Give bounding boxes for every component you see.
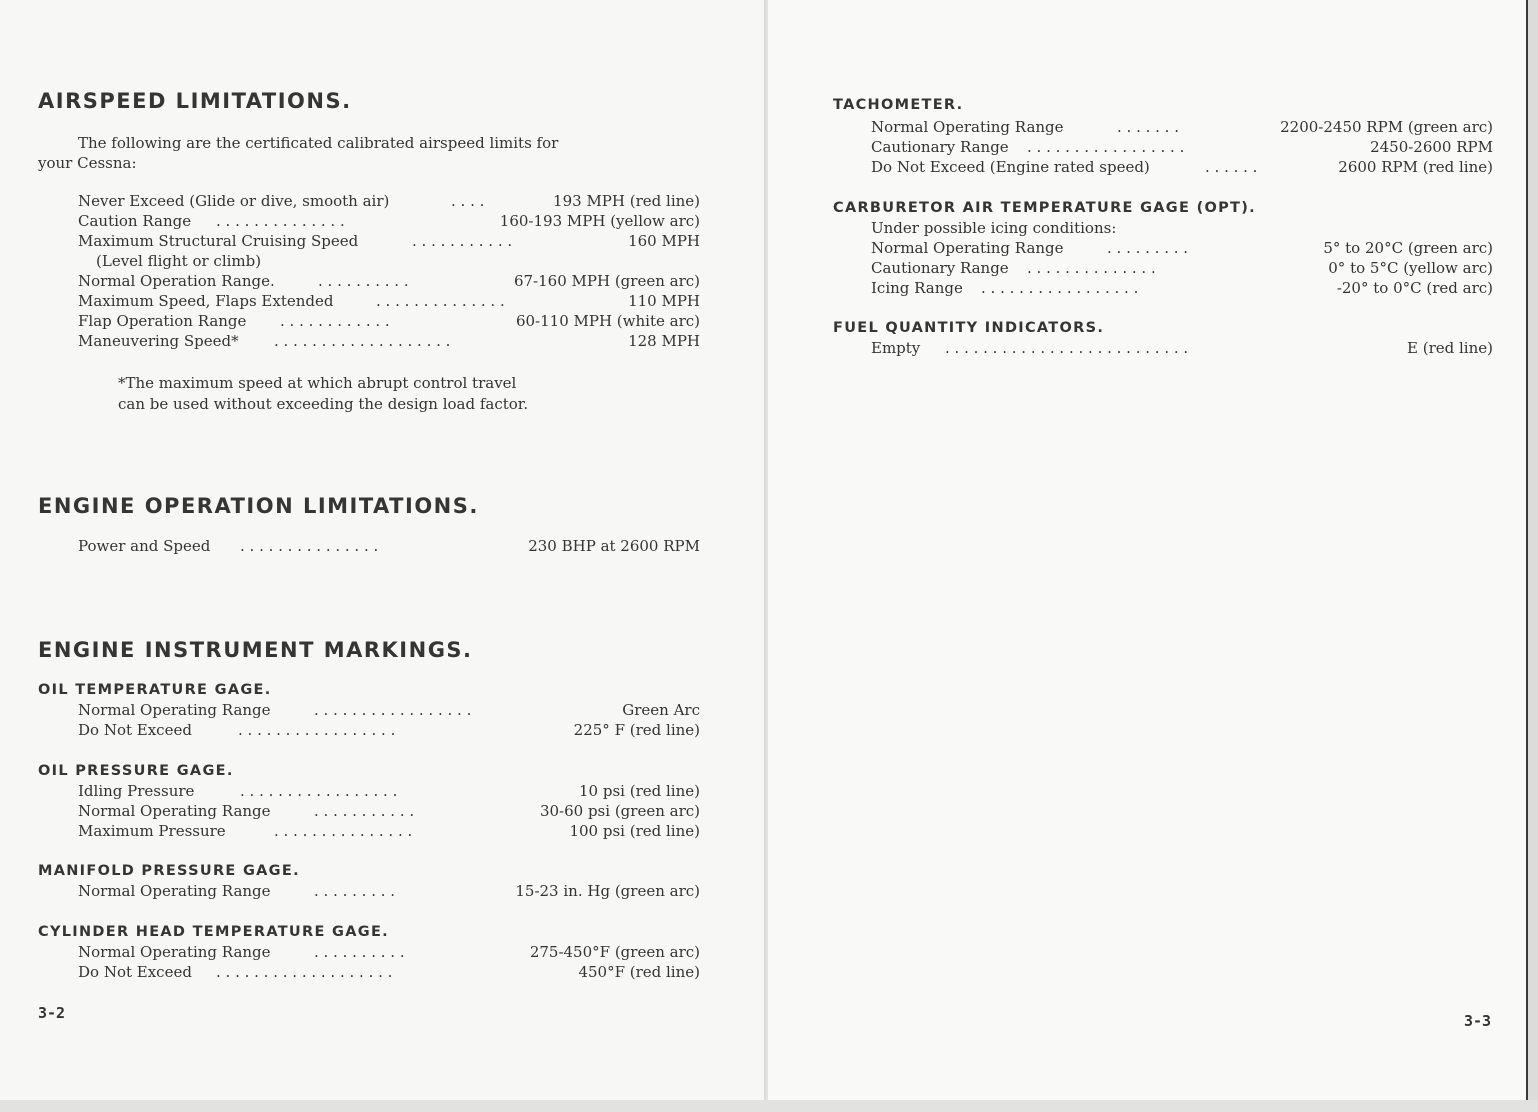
limit-label: Idling Pressure	[78, 782, 195, 800]
leader-dots: . . . . . . . . . . . .	[280, 312, 390, 330]
footnote-line1: *The maximum speed at which abrupt control travel	[118, 374, 517, 392]
limit-row	[78, 311, 700, 331]
leader-dots: . . . . . . . . . . . . . .	[216, 212, 345, 230]
limit-label: Normal Operating Range	[78, 802, 271, 820]
leader-dots: . . . . . . . . .	[1107, 239, 1189, 257]
leader-dots: . . . . . . . . . . . . . . . . . . . . . . . . . .	[945, 339, 1189, 357]
limit-value: -20° to 0°C (red arc)	[1336, 279, 1493, 297]
limit-row	[78, 191, 700, 211]
limit-value: 2450-2600 RPM	[1370, 138, 1493, 156]
limit-value: 275-450°F (green arc)	[529, 943, 700, 961]
limit-row	[78, 942, 700, 962]
limit-row	[78, 231, 700, 251]
oil-temperature-heading: OIL TEMPERATURE GAGE.	[38, 682, 272, 698]
limit-label: Do Not Exceed	[78, 721, 192, 739]
limit-row	[78, 821, 700, 841]
limit-row	[78, 962, 700, 982]
limit-value: 30-60 psi (green arc)	[539, 802, 700, 820]
leader-dots: . . . . . . . . . . . . . . . . . . .	[216, 963, 393, 981]
limit-value: 100 psi (red line)	[569, 822, 700, 840]
limit-row	[78, 211, 700, 231]
leader-dots: . . . . . .	[1205, 158, 1258, 176]
limit-row	[78, 331, 700, 351]
limit-label: Power and Speed	[78, 537, 211, 555]
carburetor-note: Under possible icing conditions:	[871, 219, 1117, 237]
right-page	[768, 0, 1526, 1112]
limit-value: 0° to 5°C (yellow arc)	[1328, 259, 1493, 277]
limit-value: 5° to 20°C (green arc)	[1323, 239, 1493, 257]
leader-dots: . . . . . . . . . . . . . . . . .	[1027, 138, 1185, 156]
leader-dots: . . . . . . . . . . . . . . . . .	[238, 721, 396, 739]
limit-label: Normal Operating Range	[78, 943, 271, 961]
engine-operation-heading: ENGINE OPERATION LIMITATIONS.	[38, 494, 479, 518]
limit-row	[871, 117, 1493, 137]
limit-value: 2600 RPM (red line)	[1338, 158, 1493, 176]
leader-dots: . . . . . . . . .	[314, 882, 396, 900]
left-page	[0, 0, 766, 1112]
limit-row	[78, 271, 700, 291]
limit-label: Empty	[871, 339, 921, 357]
limit-value: E (red line)	[1407, 339, 1493, 357]
limit-row	[871, 258, 1493, 278]
leader-dots: . . . . . . . . . . . . . .	[376, 292, 505, 310]
page-bottom-edge	[0, 1100, 1538, 1112]
tachometer-heading: TACHOMETER.	[833, 97, 964, 113]
limit-row	[78, 720, 700, 740]
limit-value: 450°F (red line)	[578, 963, 700, 981]
manifold-pressure-heading: MANIFOLD PRESSURE GAGE.	[38, 863, 300, 879]
limit-subnote: (Level flight or climb)	[96, 252, 262, 270]
limit-value: 230 BHP at 2600 RPM	[528, 537, 700, 555]
limit-value: 2200-2450 RPM (green arc)	[1280, 118, 1493, 136]
limit-row	[871, 338, 1493, 358]
leader-dots: . . . . . . .	[1117, 118, 1179, 136]
page-number-right: 3-3	[1464, 1012, 1492, 1030]
footnote-line2: can be used without exceeding the design load factor.	[118, 395, 529, 413]
leader-dots: . . . . . . . . . . . . . . . . .	[981, 279, 1139, 297]
limit-value: 15-23 in. Hg (green arc)	[515, 882, 700, 900]
limit-value: 60-110 MPH (white arc)	[515, 312, 700, 330]
limit-value: 160-193 MPH (yellow arc)	[499, 212, 700, 230]
limit-label: Caution Range	[78, 212, 192, 230]
airspeed-intro-line1: The following are the certificated calibrated airspeed limits for	[78, 134, 559, 152]
fuel-quantity-heading: FUEL QUANTITY INDICATORS.	[833, 320, 1105, 336]
limit-row	[78, 700, 700, 720]
leader-dots: . . . . . . . . . . .	[412, 232, 513, 250]
limit-row	[871, 137, 1493, 157]
book-right-edge	[1526, 0, 1538, 1112]
limit-row	[871, 278, 1493, 298]
leader-dots: . . . . . . . . . . .	[314, 802, 415, 820]
limit-label: Never Exceed (Glide or dive, smooth air)	[78, 192, 390, 210]
limit-label: Normal Operating Range	[871, 118, 1064, 136]
limit-label: Maximum Pressure	[78, 822, 226, 840]
leader-dots: . . . . . . . . . . . . . . .	[274, 822, 413, 840]
limit-value: 160 MPH	[628, 232, 700, 250]
leader-dots: . . . . . . . . . . . . . . . . .	[314, 701, 472, 719]
limit-value: 10 psi (red line)	[579, 782, 700, 800]
leader-dots: . . . . . . . . . . . . . .	[1027, 259, 1156, 277]
carburetor-heading: CARBURETOR AIR TEMPERATURE GAGE (OPT).	[833, 200, 1256, 216]
limit-value: Green Arc	[622, 701, 700, 719]
leader-dots: . . . . . . . . . .	[318, 272, 409, 290]
leader-dots: . . . .	[451, 192, 485, 210]
limit-label: Normal Operation Range.	[78, 272, 275, 290]
limit-row	[78, 291, 700, 311]
limit-row	[78, 801, 700, 821]
cylinder-head-heading: CYLINDER HEAD TEMPERATURE GAGE.	[38, 924, 389, 940]
limit-row	[871, 157, 1493, 177]
limit-value: 225° F (red line)	[573, 721, 700, 739]
instrument-markings-heading: ENGINE INSTRUMENT MARKINGS.	[38, 638, 473, 662]
leader-dots: . . . . . . . . . .	[314, 943, 405, 961]
oil-pressure-heading: OIL PRESSURE GAGE.	[38, 763, 234, 779]
limit-value: 110 MPH	[628, 292, 700, 310]
limit-label: Flap Operation Range	[78, 312, 247, 330]
limit-label: Maximum Speed, Flaps Extended	[78, 292, 334, 310]
limit-value: 193 MPH (red line)	[553, 192, 700, 210]
limit-label: Normal Operating Range	[78, 882, 271, 900]
leader-dots: . . . . . . . . . . . . . . . . .	[240, 782, 398, 800]
limit-label: Normal Operating Range	[871, 239, 1064, 257]
page-number-left: 3-2	[38, 1004, 66, 1022]
limit-value: 128 MPH	[628, 332, 700, 350]
limit-value: 67-160 MPH (green arc)	[513, 272, 700, 290]
limit-label: Maximum Structural Cruising Speed	[78, 232, 359, 250]
limit-row	[78, 536, 700, 556]
airspeed-heading: AIRSPEED LIMITATIONS.	[38, 89, 352, 113]
limit-label: Normal Operating Range	[78, 701, 271, 719]
limit-row	[871, 238, 1493, 258]
limit-label: Maneuvering Speed*	[78, 332, 239, 350]
limit-label: Do Not Exceed (Engine rated speed)	[871, 158, 1150, 176]
limit-label: Cautionary Range	[871, 259, 1009, 277]
limit-label: Cautionary Range	[871, 138, 1009, 156]
airspeed-intro-line2: your Cessna:	[38, 154, 137, 172]
leader-dots: . . . . . . . . . . . . . . .	[240, 537, 379, 555]
limit-row	[78, 781, 700, 801]
limit-label: Do Not Exceed	[78, 963, 192, 981]
limit-label: Icing Range	[871, 279, 963, 297]
leader-dots: . . . . . . . . . . . . . . . . . . .	[274, 332, 451, 350]
limit-row	[78, 881, 700, 901]
